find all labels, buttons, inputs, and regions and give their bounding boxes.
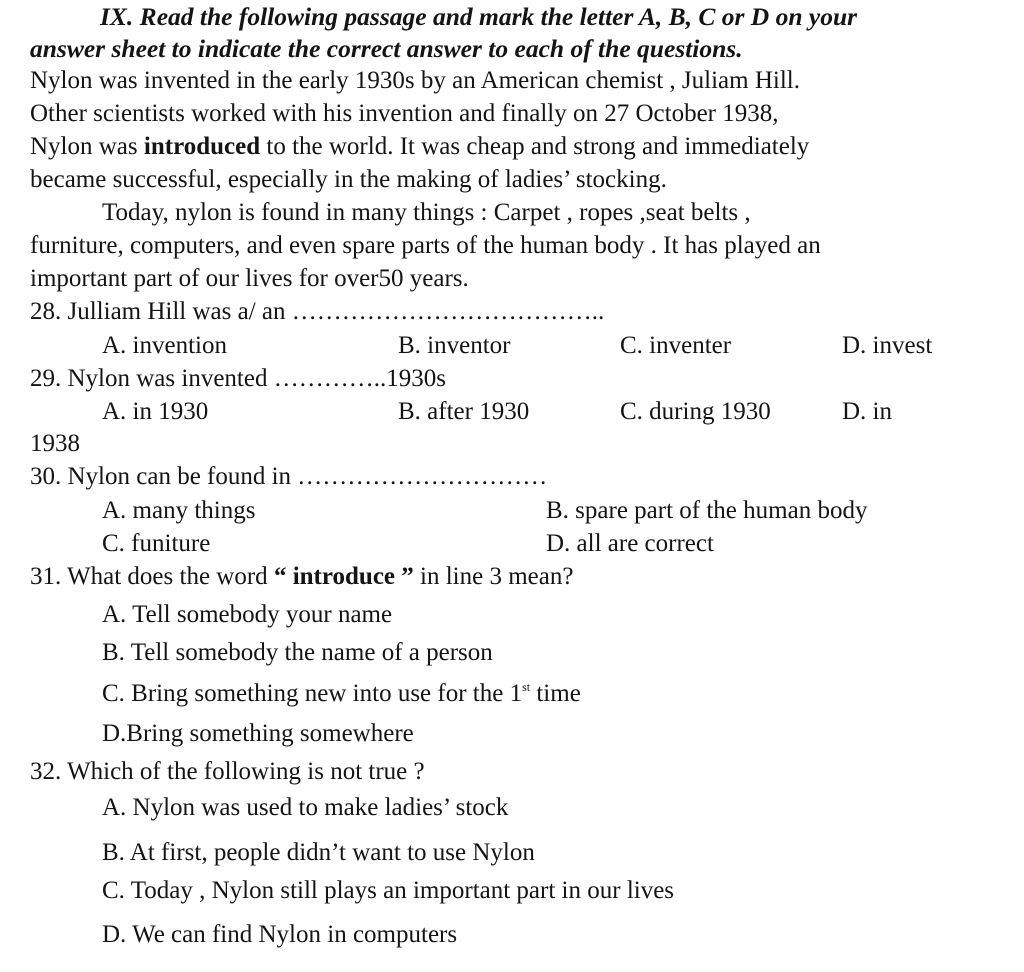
q28-option-a: A. invention (102, 332, 227, 359)
q31-option-d: D.Bring something somewhere (102, 720, 414, 747)
q29-option-c: C. during 1930 (620, 398, 771, 425)
passage-line: furniture, computers, and even spare parts of the human body . It has played an (30, 232, 821, 259)
passage-line: became successful, especially in the making of ladies’ stocking. (30, 166, 667, 193)
passage-text: to the world. It was cheap and strong and immediately (260, 133, 810, 160)
q32-option-c: C. Today , Nylon still plays an important part in our lives (102, 877, 675, 904)
passage-line-with-bold-word (30, 132, 809, 162)
passage-text: Nylon was (30, 133, 144, 160)
question-31-stem (30, 562, 573, 592)
question-28-stem: 28. Julliam Hill was a/ an ……………………………….. (30, 298, 605, 325)
q30-option-a: A. many things (102, 497, 256, 524)
question-29-stem: 29. Nylon was invented …………..1930s (30, 365, 446, 392)
q30-option-c: C. funiture (102, 530, 211, 557)
option-text: C. Bring something new into use for the 1 (102, 680, 523, 707)
quoted-word-introduce: “ introduce ” (273, 563, 414, 590)
bold-word-introduced: introduced (143, 133, 261, 160)
passage-line: Other scientists worked with his invention and finally on 27 October 1938, (30, 100, 779, 127)
q31-option-a: A. Tell somebody your name (102, 601, 393, 628)
q32-option-b: B. At first, people didn’t want to use Nylon (102, 839, 535, 866)
q30-option-b: B. spare part of the human body (546, 497, 868, 524)
heading-line-1: IX. Read the following passage and mark the letter A, B, C or D on your (100, 2, 858, 31)
ordinal-suffix: st (522, 680, 531, 694)
q32-option-a: A. Nylon was used to make ladies’ stock (102, 794, 509, 821)
q29-option-a: A. in 1930 (102, 398, 209, 425)
question-30-stem: 30. Nylon can be found in ………………………… (30, 463, 548, 490)
question-text: in line 3 mean? (413, 563, 574, 590)
q30-option-d: D. all are correct (546, 530, 714, 557)
q29-option-b: B. after 1930 (398, 398, 530, 425)
option-text: time (530, 680, 581, 707)
q29-option-d-continued: 1938 (30, 430, 80, 457)
question-text: 31. What does the word (30, 563, 274, 590)
q28-option-d: D. invest (842, 332, 933, 359)
q31-option-b: B. Tell somebody the name of a person (102, 639, 493, 666)
q32-option-d: D. We can find Nylon in computers (102, 921, 458, 948)
q28-option-c: C. inventer (620, 332, 732, 359)
q28-option-b: B. inventor (398, 332, 511, 359)
passage-line: important part of our lives for over50 years. (30, 265, 469, 292)
heading-line-2: answer sheet to indicate the correct answer to each of the questions. (30, 34, 743, 63)
passage-line: Nylon was invented in the early 1930s by an American chemist , Juliam Hill. (30, 67, 800, 94)
q29-option-d: D. in (842, 398, 892, 425)
passage-line: Today, nylon is found in many things : Carpet , ropes ,seat belts , (102, 199, 751, 226)
question-32-stem: 32. Which of the following is not true ? (30, 758, 425, 785)
q31-option-c (102, 679, 581, 709)
